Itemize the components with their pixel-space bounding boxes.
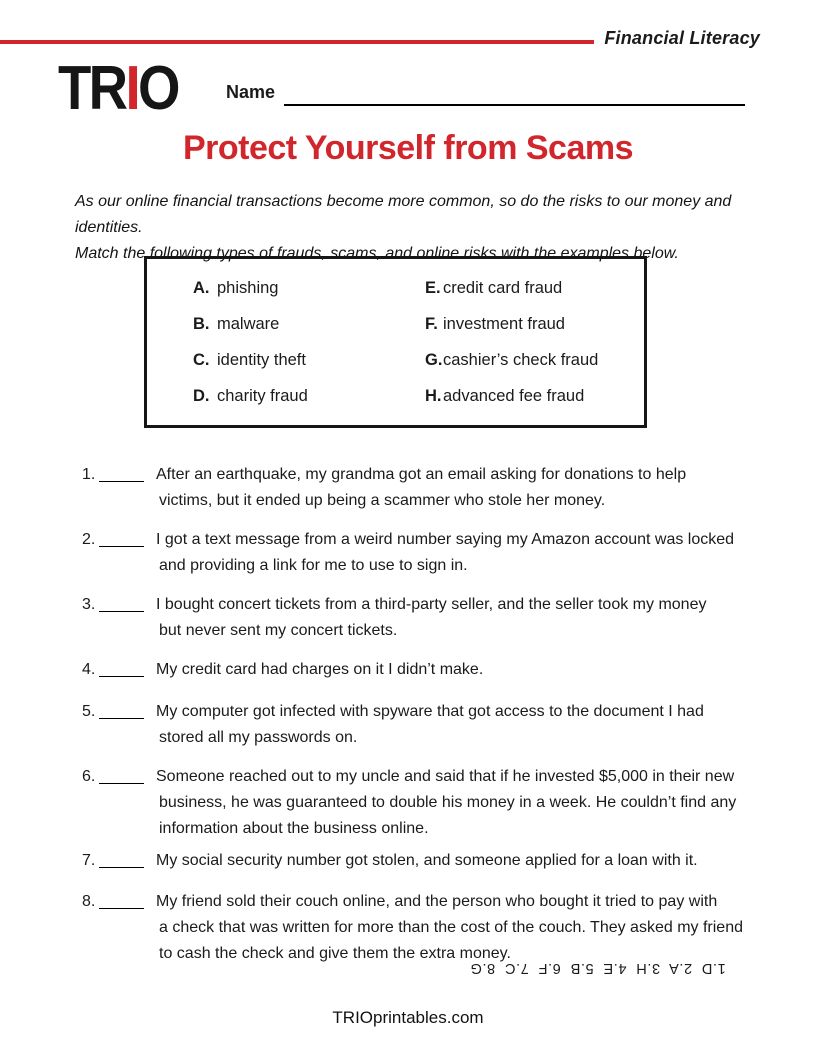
answer-blank-wrap — [99, 462, 156, 514]
question-line: and providing a link for me to use to sign in. — [159, 557, 468, 574]
word-bank-letter: G. — [425, 351, 443, 369]
question-text — [156, 848, 784, 877]
word-bank-label: advanced fee fraud — [443, 387, 585, 405]
trio-logo — [58, 54, 178, 123]
answer-blank[interactable] — [99, 658, 144, 677]
answer-blank[interactable] — [99, 765, 144, 784]
word-bank-item-h — [425, 387, 635, 423]
question-7 — [82, 848, 784, 877]
question-line: Someone reached out to my uncle and said that if he invested $5,000 in their new — [156, 768, 735, 785]
question-number: 2. — [82, 531, 96, 548]
answer-blank[interactable] — [99, 700, 144, 719]
question-number: 8. — [82, 893, 96, 910]
question-line: I bought concert tickets from a third-party seller, and the seller took my money — [156, 596, 707, 613]
name-label: Name — [226, 82, 276, 102]
word-bank-item-a — [193, 279, 425, 315]
question-number: 4. — [82, 661, 96, 678]
answer-blank[interactable] — [99, 463, 144, 482]
question-number: 5. — [82, 703, 96, 720]
question-2 — [82, 527, 784, 579]
logo-part-o: O — [137, 54, 178, 123]
answer-blank-wrap — [99, 764, 156, 842]
question-text — [156, 592, 784, 644]
question-number: 3. — [82, 596, 96, 613]
word-bank-right-column — [425, 259, 635, 425]
question-4 — [82, 657, 784, 686]
word-bank-label: identity theft — [217, 351, 306, 369]
question-5 — [82, 699, 784, 751]
logo-part-tr: TR — [58, 54, 126, 123]
word-bank-letter: F. — [425, 315, 438, 333]
question-text — [156, 889, 784, 967]
question-line: After an earthquake, my grandma got an email asking for donations to help — [156, 466, 687, 483]
answer-blank-wrap — [99, 592, 156, 644]
word-bank-label: phishing — [217, 279, 279, 297]
question-6 — [82, 764, 784, 842]
word-bank-letter: C. — [193, 351, 210, 369]
word-bank-item-e — [425, 279, 635, 315]
question-line: My credit card had charges on it I didn’t make. — [156, 661, 484, 678]
page-title: Protect Yourself from Scams — [182, 129, 634, 167]
answer-blank-wrap — [99, 527, 156, 579]
answer-blank-wrap — [99, 889, 156, 967]
answer-blank[interactable] — [99, 890, 144, 909]
question-8 — [82, 889, 784, 967]
question-line: stored all my passwords on. — [159, 729, 358, 746]
question-line: I got a text message from a weird number saying my Amazon account was locked — [156, 531, 735, 548]
question-line: victims, but it ended up being a scammer who stole her money. — [159, 492, 606, 509]
question-line: business, he was guaranteed to double his money in a week. He couldn’t find any — [159, 794, 737, 811]
question-line: but never sent my concert tickets. — [159, 622, 398, 639]
word-bank-item-b — [193, 315, 425, 351]
question-text — [156, 527, 784, 579]
question-line: a check that was written for more than the cost of the couch. They asked my friend — [159, 919, 743, 936]
question-line: My social security number got stolen, and someone applied for a loan with it. — [156, 852, 698, 869]
category-label: Financial Literacy — [604, 28, 760, 48]
question-line: to cash the check and give them the extra money. — [159, 945, 511, 962]
word-bank-label: cashier’s check fraud — [443, 351, 599, 369]
word-bank-letter: B. — [193, 315, 210, 333]
word-bank-letter: H. — [425, 387, 442, 405]
answer-key-upside-down: 1.D 2.A 3.H 4.E 5.B 6.F 7.C 8.G — [470, 960, 726, 976]
question-text — [156, 657, 784, 686]
question-1 — [82, 462, 784, 514]
answer-blank[interactable] — [99, 593, 144, 612]
name-fill-in-line[interactable] — [284, 84, 745, 106]
word-bank-label: investment fraud — [443, 315, 565, 333]
word-bank-item-g — [425, 351, 635, 387]
answer-blank[interactable] — [99, 849, 144, 868]
word-bank-label: malware — [217, 315, 280, 333]
logo-part-i: I — [125, 54, 138, 123]
question-text — [156, 462, 784, 514]
word-bank-box — [144, 256, 647, 428]
question-number: 7. — [82, 852, 96, 869]
question-list — [82, 462, 784, 980]
question-number: 1. — [82, 466, 96, 483]
question-line: My friend sold their couch online, and the person who bought it tried to pay with — [156, 893, 718, 910]
word-bank-label: charity fraud — [217, 387, 308, 405]
question-number: 6. — [82, 768, 96, 785]
word-bank-item-c — [193, 351, 425, 387]
answer-blank-wrap — [99, 848, 156, 877]
intro-line-2: Match the following types of frauds, scams, and online risks with the examples below. — [75, 245, 679, 262]
answer-blank-wrap — [99, 699, 156, 751]
word-bank-label: credit card fraud — [443, 279, 563, 297]
question-text — [156, 764, 784, 842]
question-text — [156, 699, 784, 751]
word-bank-letter: E. — [425, 279, 441, 297]
word-bank-left-column — [193, 259, 425, 425]
footer-site-url: TRIOprintables.com — [332, 1008, 484, 1027]
question-line: My computer got infected with spyware that got access to the document I had — [156, 703, 704, 720]
word-bank-item-d — [193, 387, 425, 423]
header-red-rule — [0, 40, 594, 44]
word-bank-letter: A. — [193, 279, 210, 297]
question-line: information about the business online. — [159, 820, 429, 837]
word-bank-letter: D. — [193, 387, 210, 405]
intro-line-1: As our online financial transactions become more common, so do the risks to our money and identities. — [75, 193, 732, 236]
answer-blank[interactable] — [99, 528, 144, 547]
question-3 — [82, 592, 784, 644]
word-bank-item-f — [425, 315, 635, 351]
answer-blank-wrap — [99, 657, 156, 686]
